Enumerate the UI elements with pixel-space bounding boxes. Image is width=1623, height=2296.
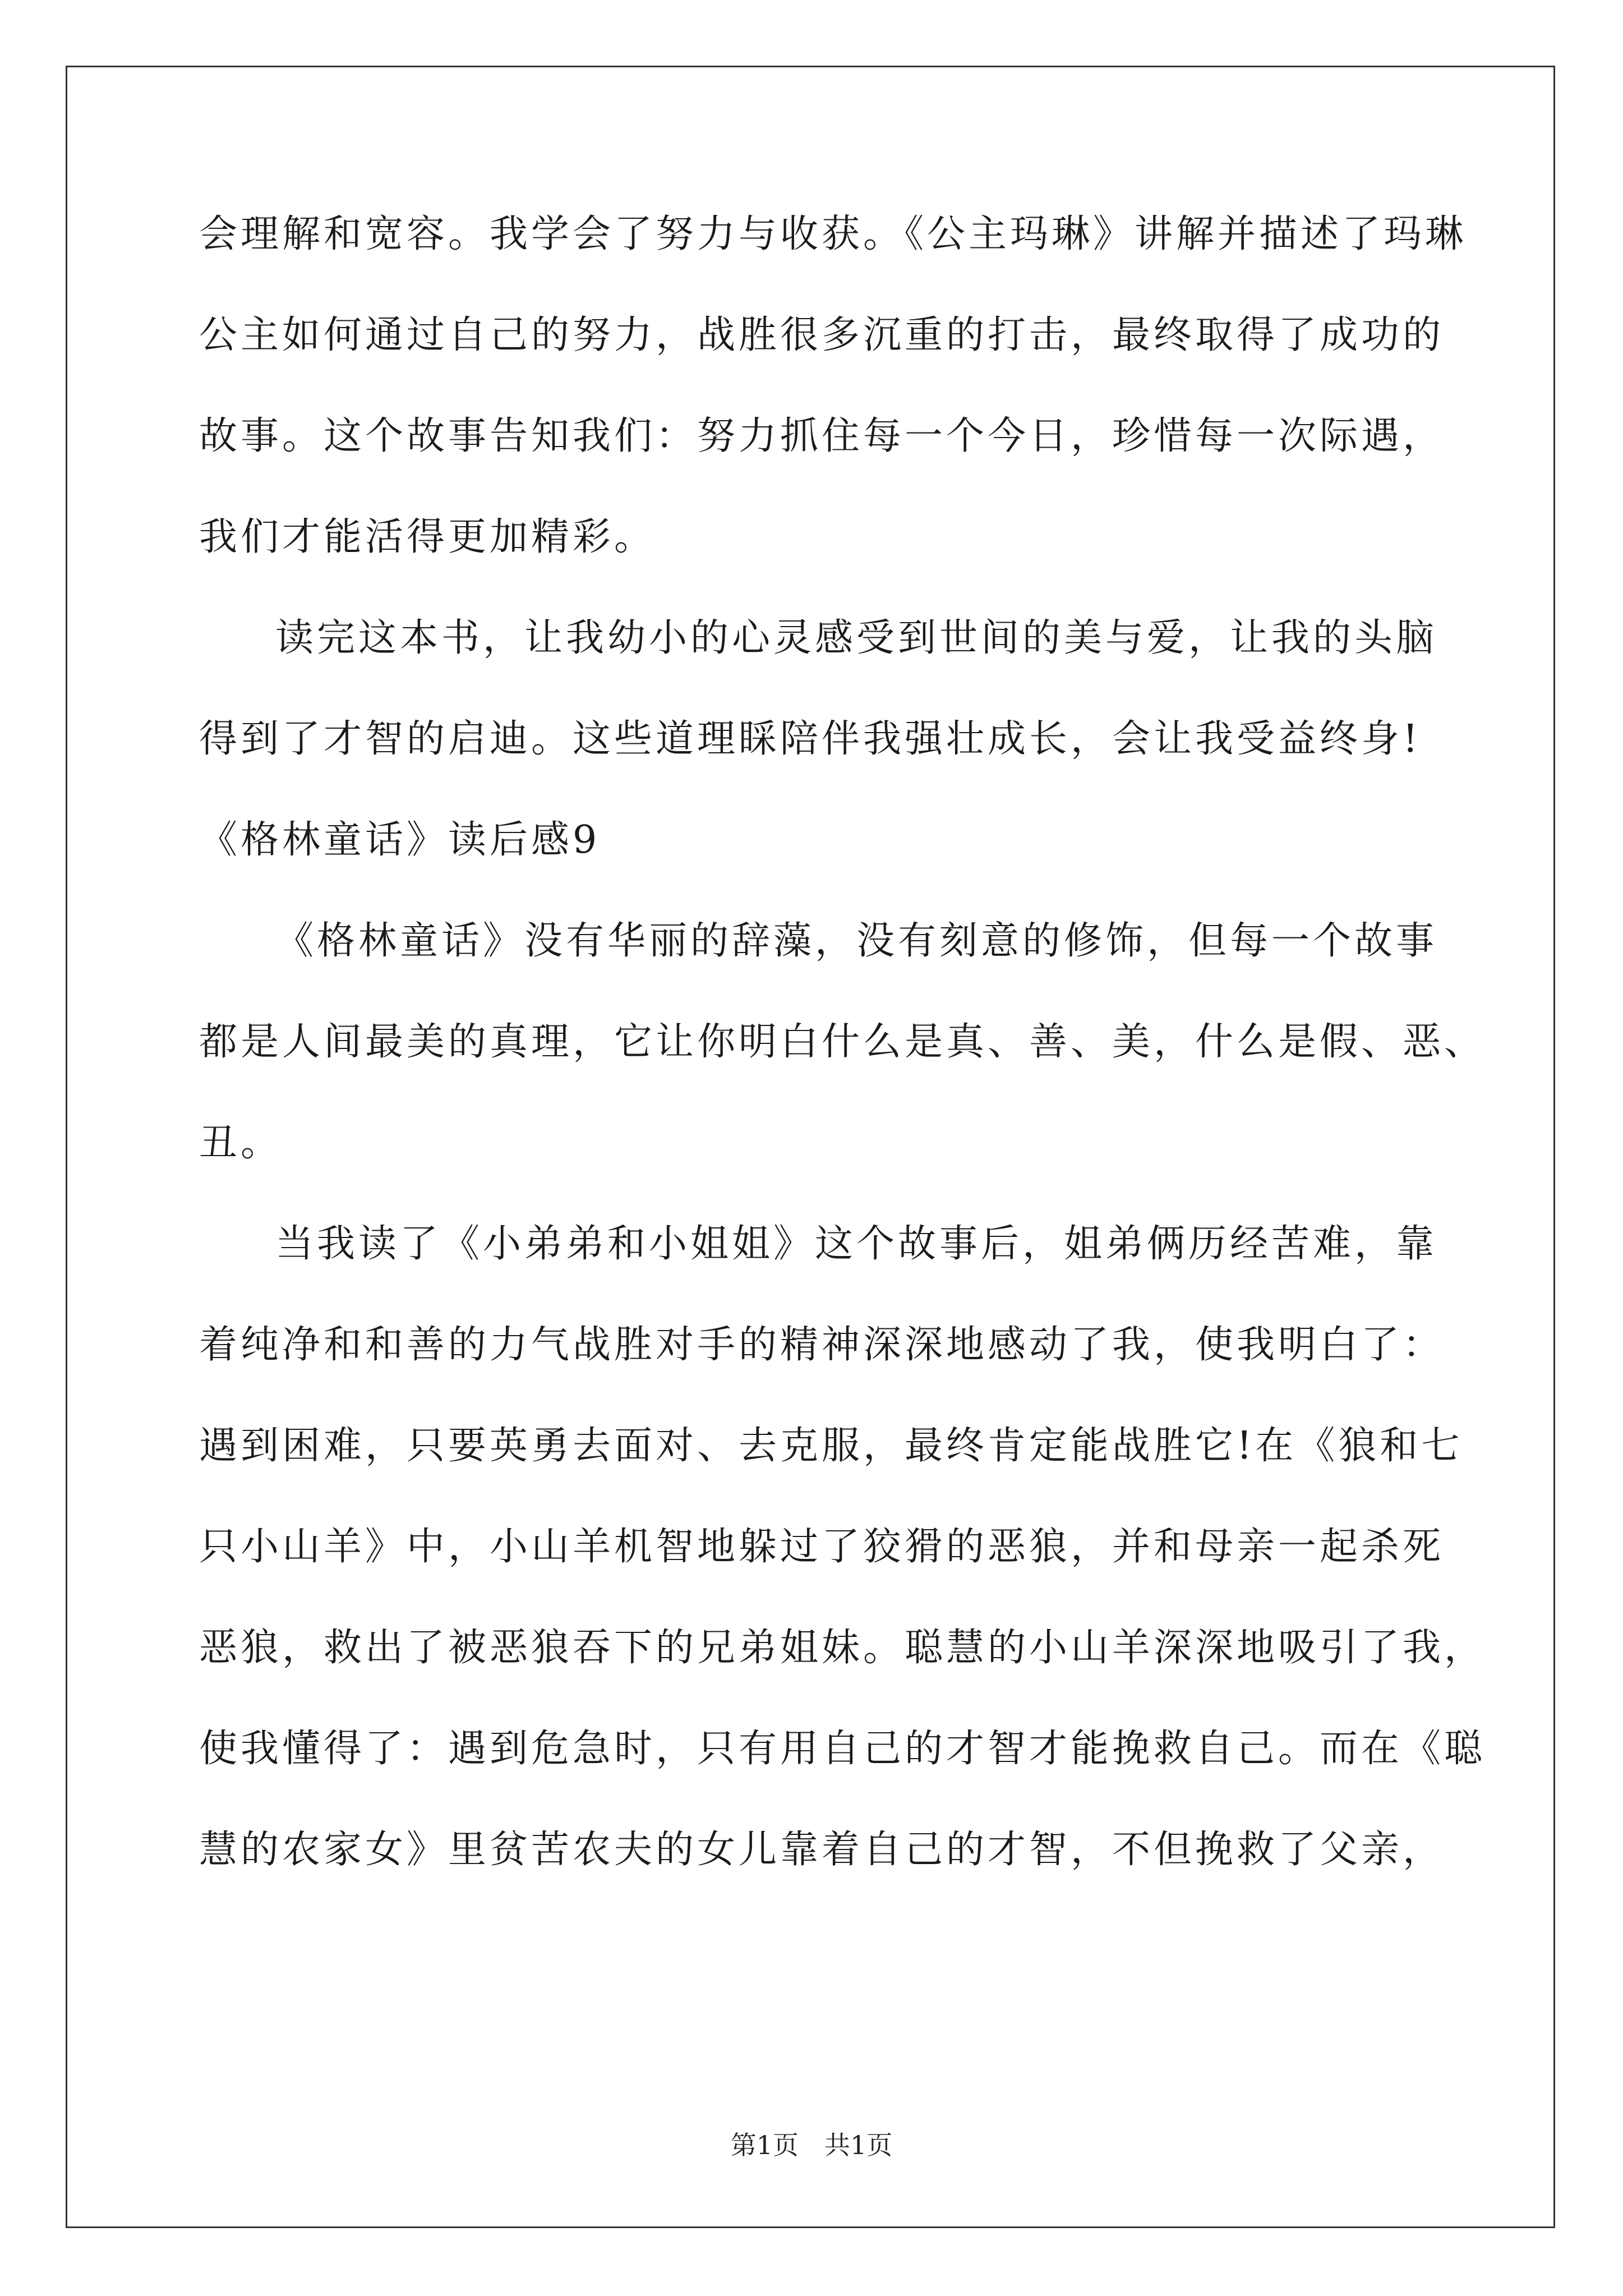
text-line: 丑。	[199, 1121, 283, 1165]
text-line: 会理解和宽容。我学会了努力与收获。《公主玛琳》讲解并描述了玛琳	[199, 212, 1467, 256]
page-footer: 第1页 共1页	[730, 2130, 893, 2160]
text-line: 只小山羊》中，小山羊机智地躲过了狡猾的恶狼，并和母亲一起杀死	[199, 1525, 1445, 1569]
text-line: 恶狼，救出了被恶狼吞下的兄弟姐妹。聪慧的小山羊深深地吸引了我，	[199, 1626, 1486, 1670]
text-line: 我们才能活得更加精彩。	[199, 515, 656, 559]
text-line: 着纯净和和善的力气战胜对手的精神深深地感动了我，使我明白了：	[199, 1323, 1445, 1367]
document-body	[199, 213, 1489, 1930]
text-line: 故事。这个故事告知我们：努力抓住每一个今日，珍惜每一次际遇，	[199, 414, 1445, 458]
text-line: 慧的农家女》里贫苦农夫的女儿靠着自己的才智，不但挽救了父亲，	[199, 1828, 1445, 1872]
text-line: 使我懂得了：遇到危急时，只有用自己的才智才能挽救自己。而在《聪	[199, 1727, 1486, 1771]
text-line: 都是人间最美的真理，它让你明白什么是真、善、美，什么是假、恶、	[199, 1020, 1486, 1064]
text-line: 遇到困难，只要英勇去面对、去克服，最终肯定能战胜它!在《狼和七	[199, 1424, 1463, 1468]
text-line: 得到了才智的启迪。这些道理睬陪伴我强壮成长，会让我受益终身!	[199, 717, 1422, 761]
text-line: 读完这本书，让我幼小的心灵感受到世间的美与爱，让我的头脑	[275, 616, 1438, 660]
text-line: 公主如何通过自己的努力，战胜很多沉重的打击，最终取得了成功的	[199, 313, 1445, 357]
text-line: 当我读了《小弟弟和小姐姐》这个故事后，姐弟俩历经苦难，靠	[275, 1222, 1438, 1266]
section-heading: 《格林童话》读后感9	[199, 818, 601, 862]
text-line: 《格林童话》没有华丽的辞藻，没有刻意的修饰，但每一个故事	[275, 919, 1438, 963]
